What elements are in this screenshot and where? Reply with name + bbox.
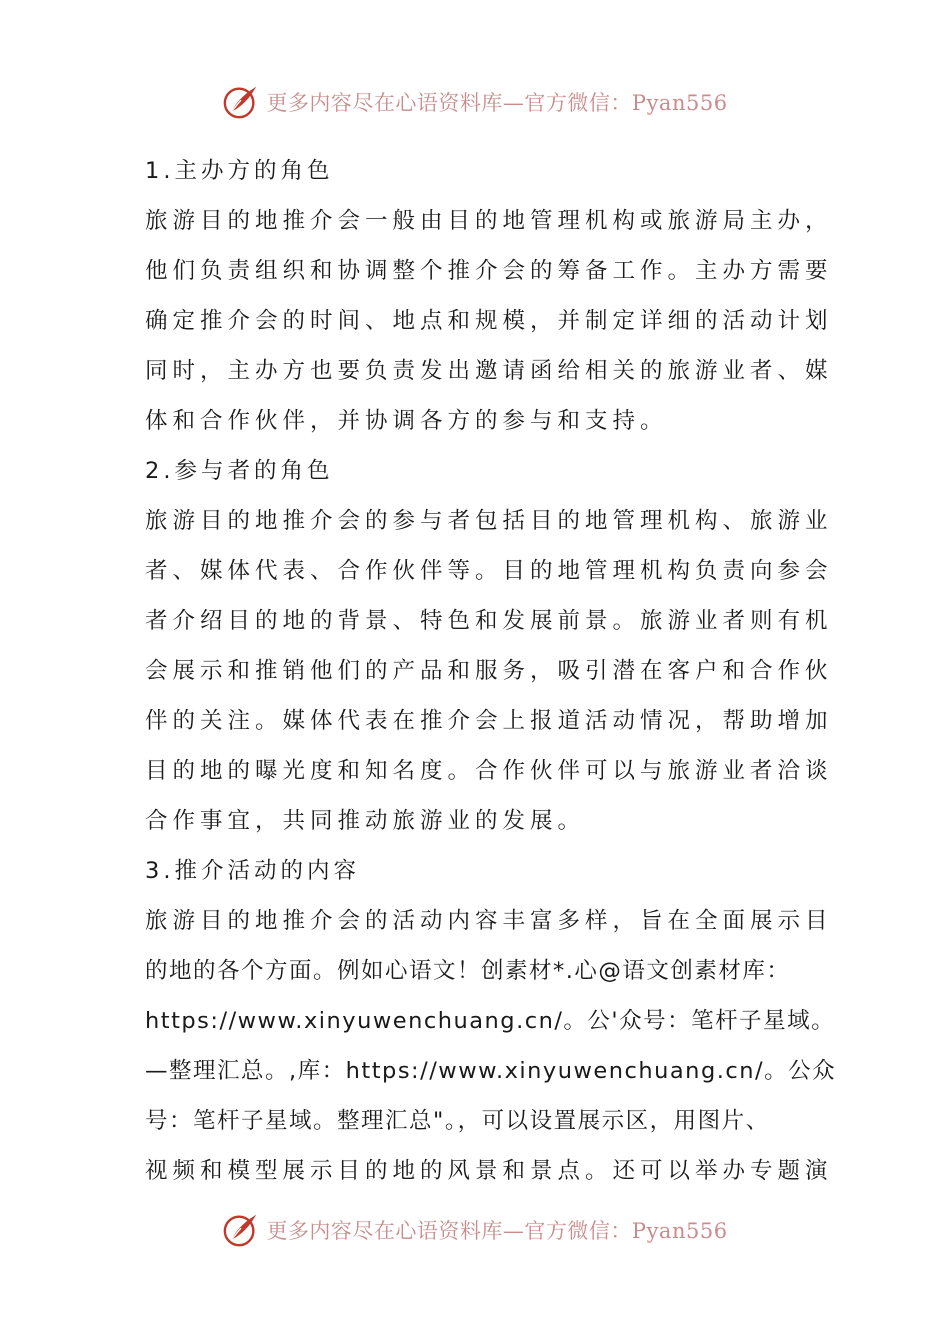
section-heading-2: 2.参与者的角色 [145,458,334,484]
paragraph-line: 他们负责组织和协调整个推介会的筹备工作。主办方需要 [145,258,833,284]
paragraph-line: 旅游目的地推介会一般由目的地管理机构或旅游局主办， [145,208,833,234]
paragraph-line: 的地的各个方面。例如心语文！创素材*.心@语文创素材库： [145,958,791,984]
quill-logo-icon [222,1211,260,1249]
paragraph-line: 体和合作伙伴，并协调各方的参与和支持。 [145,408,668,434]
paragraph-line: 同时，主办方也要负责发出邀请函给相关的旅游业者、媒 [145,358,833,384]
paragraph-line: 号：笔杆子星域。整理汇总"。，可以设置展示区，用图片、 [145,1108,770,1134]
footer-banner-text: 更多内容尽在心语资料库—官方微信：Pyan556 [266,1219,728,1243]
paragraph-line: 合作事宜，共同推动旅游业的发展。 [145,808,586,834]
header-banner-text: 更多内容尽在心语资料库—官方微信：Pyan556 [266,91,728,115]
header-banner [0,80,950,124]
paragraph-line: 目的地的曝光度和知名度。合作伙伴可以与旅游业者洽谈 [145,758,833,784]
paragraph-line: 会展示和推销他们的产品和服务，吸引潜在客户和合作伙 [145,658,833,684]
section-heading-1: 1.主办方的角色 [145,158,334,184]
footer-banner [0,1208,950,1252]
paragraph-line: 伴的关注。媒体代表在推介会上报道活动情况，帮助增加 [145,708,833,734]
paragraph-line: 旅游目的地推介会的参与者包括目的地管理机构、旅游业 [145,508,833,534]
paragraph-line: 旅游目的地推介会的活动内容丰富多样，旨在全面展示目 [145,908,833,934]
section-heading-3: 3.推介活动的内容 [145,858,360,884]
paragraph-line: 确定推介会的时间、地点和规模，并制定详细的活动计划 [145,308,833,334]
quill-logo-icon [222,83,260,121]
paragraph-line: 者介绍目的地的背景、特色和发展前景。旅游业者则有机 [145,608,833,634]
paragraph-line: 视频和模型展示目的地的风景和景点。还可以举办专题演 [145,1158,833,1184]
paragraph-line: https://www.xinyuwenchuang.cn/。公'众号：笔杆子星域。 [145,1008,836,1034]
document-body [145,146,835,1196]
paragraph-line: —整理汇总。,库：https://www.xinyuwenchuang.cn/。公众 [145,1058,837,1084]
paragraph-line: 者、媒体代表、合作伙伴等。目的地管理机构负责向参会 [145,558,833,584]
